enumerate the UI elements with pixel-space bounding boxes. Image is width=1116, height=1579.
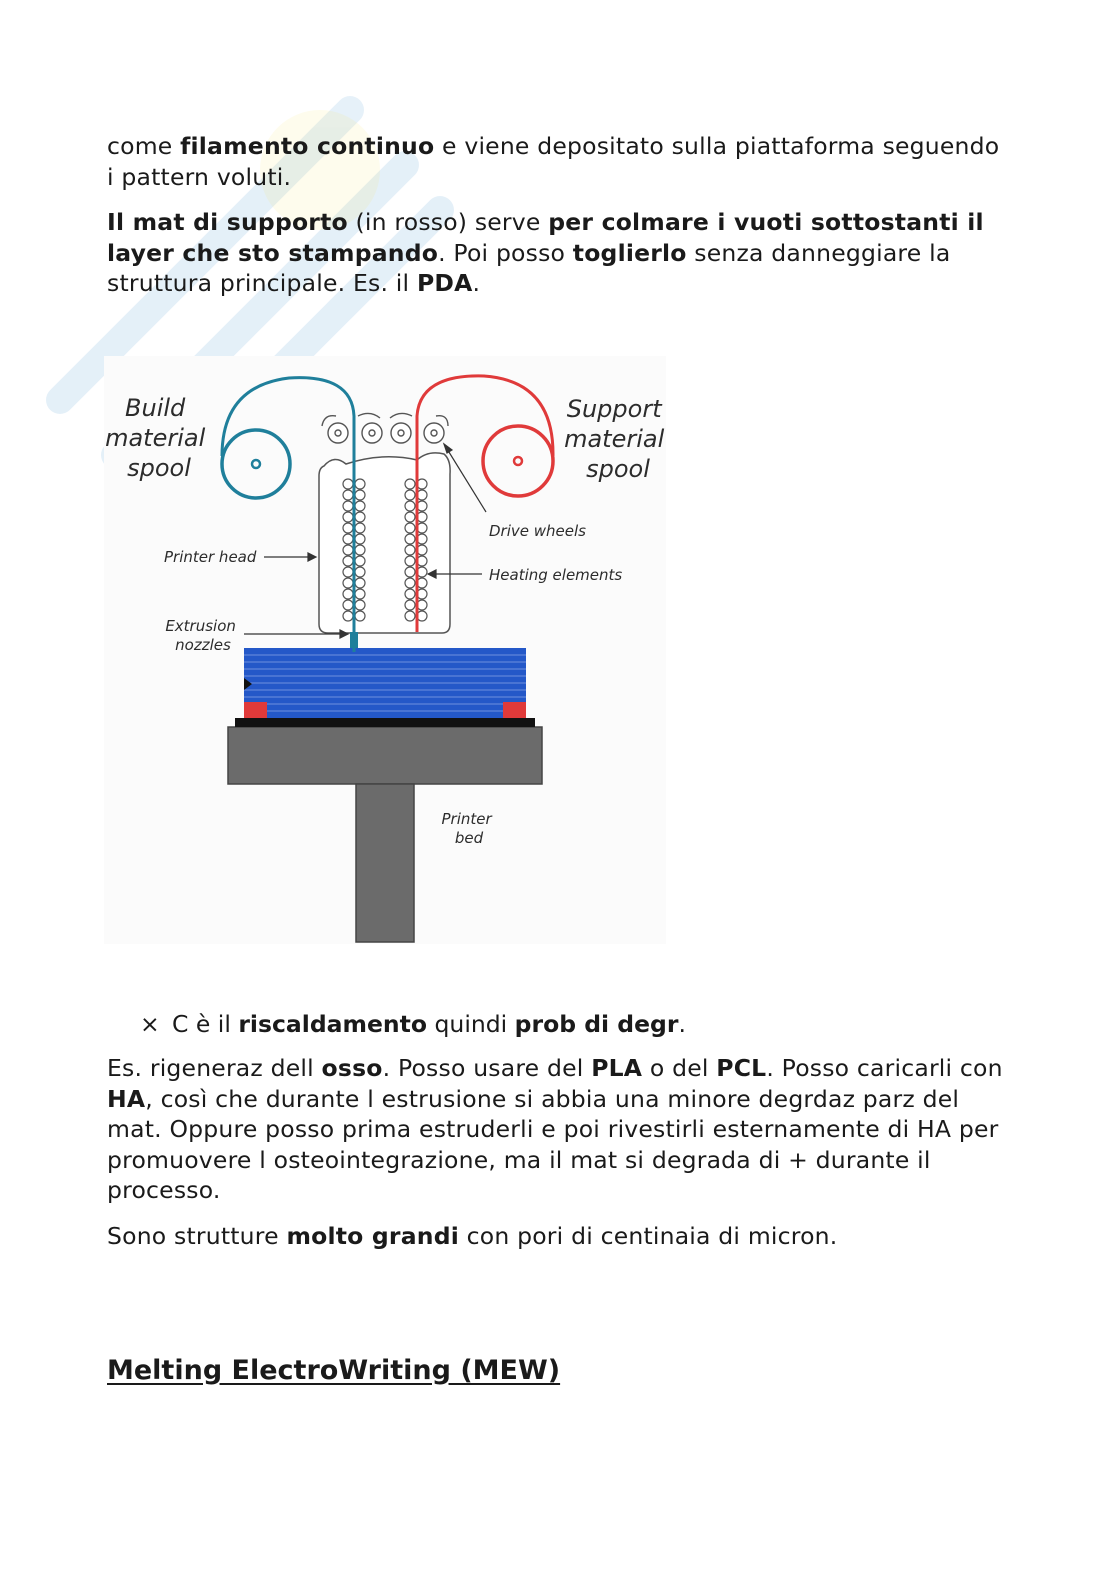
section-heading: Melting ElectroWriting (MEW) xyxy=(107,1355,561,1386)
extrusion-nozzles-label: Extrusion nozzles xyxy=(165,617,236,654)
bold-term: prob di degr xyxy=(514,1010,679,1038)
paragraph-structure-size: Sono strutture molto grandi con pori di centinaia di micron. xyxy=(107,1222,838,1250)
build-layers xyxy=(244,648,526,718)
bold-term: HA xyxy=(107,1084,146,1113)
bold-term: PDA xyxy=(416,269,473,297)
paragraph-support-mat: Il mat di supporto (in rosso) serve per colmare i vuoti sottostanti il layer che sto stampando. Poi posso toglierlo senza danneggiare la struttura principale. Es. il PDA. xyxy=(107,208,984,297)
printer-bed-stem xyxy=(356,784,414,942)
printer-bed-platform xyxy=(228,727,542,784)
cross-bullet-icon: × xyxy=(140,1010,160,1038)
support-block-left xyxy=(244,702,267,718)
support-block-right xyxy=(503,702,526,718)
fdm-printer-diagram xyxy=(104,356,666,944)
printer-head-label: Printer head xyxy=(164,548,257,566)
drive-wheels-label: Drive wheels xyxy=(489,522,586,540)
bold-term: riscaldamento xyxy=(238,1010,428,1038)
printer-bed-label: Printer bed xyxy=(441,810,492,847)
bold-term: PCL xyxy=(716,1054,767,1082)
paragraph-bone-regeneration: Es. rigeneraz dell osso. Posso usare del PLA o del PCL. Posso caricarli con HA, così che durante l estrusione si abbia una minore degrdaz parz del mat. Oppure posso prima estruderli e poi rivestirli esternamente di HA per promuovere l osteointegrazione, ma il mat si degrada di + durante il processo. xyxy=(107,1054,1003,1204)
paragraph-filament: come filamento continuo e viene depositato sulla piattaforma seguendo i pattern voluti. xyxy=(107,132,1000,191)
printer-head xyxy=(319,453,450,633)
build-spool-label: Build material spool xyxy=(105,394,206,482)
support-spool-label: Support material spool xyxy=(564,395,665,483)
bold-term: PLA xyxy=(591,1054,643,1082)
bold-term: filamento continuo xyxy=(180,132,435,160)
bullet-item-heating: × C è il riscaldamento quindi prob di degr. xyxy=(140,1010,686,1038)
heating-elements-label: Heating elements xyxy=(489,566,623,584)
bold-term: Il mat di supporto xyxy=(107,208,348,236)
bold-term: per colmare i vuoti sottostanti il layer che sto stampando xyxy=(107,208,984,267)
bold-term: molto grandi xyxy=(286,1222,459,1250)
bold-term: osso xyxy=(321,1054,383,1082)
bold-term: toglierlo xyxy=(572,238,687,267)
bed-plate xyxy=(235,718,535,727)
